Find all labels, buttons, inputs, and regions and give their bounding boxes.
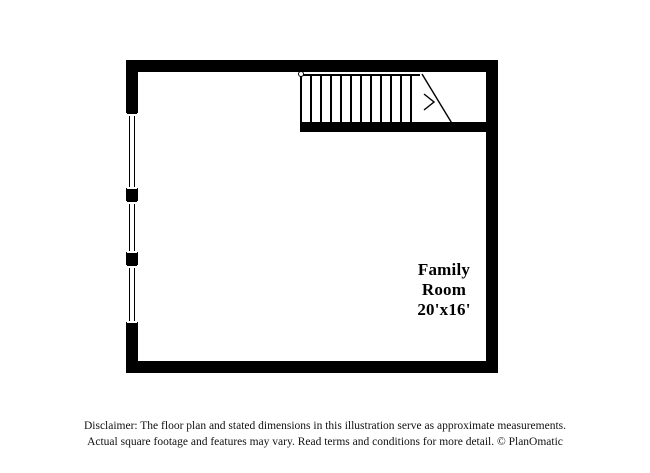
disclaimer-line-1: Disclaimer: The floor plan and stated dimensions in this illustration serve as approximate measurements. (83, 420, 567, 432)
stair-tread (380, 75, 382, 122)
stair-tread (370, 75, 372, 122)
wall-stair-base (300, 122, 498, 132)
stair-tread (350, 75, 352, 122)
room-dimensions: 20'x16' (417, 300, 471, 319)
stair-tread (330, 75, 332, 122)
stair-tread (390, 75, 392, 122)
stair-tread (340, 75, 342, 122)
stair-tread (400, 75, 402, 122)
wall-right (486, 60, 498, 373)
disclaimer (0, 418, 650, 450)
room-label (354, 260, 534, 320)
wall-top (126, 60, 498, 72)
room-name-line-1: Family (417, 260, 471, 279)
wall-bottom (126, 361, 498, 373)
stair-direction-arrow-icon (420, 72, 460, 132)
disclaimer-line-2: Actual square footage and features may vary. Read terms and conditions for more detail. © PlanOmatic (87, 436, 563, 448)
floor-plan-diagram (126, 60, 498, 373)
wall-left-segment-4 (126, 322, 138, 373)
window-icon (127, 265, 137, 324)
stair-tread (360, 75, 362, 122)
stair-newel-icon (298, 71, 304, 77)
wall-left-segment-1 (126, 60, 138, 113)
stair-tread (410, 75, 412, 122)
window-icon (127, 113, 137, 190)
stair-tread (310, 75, 312, 122)
window-icon (127, 201, 137, 254)
room-name-line-2: Room (421, 280, 467, 299)
staircase-icon (300, 72, 420, 122)
stair-tread (320, 75, 322, 122)
